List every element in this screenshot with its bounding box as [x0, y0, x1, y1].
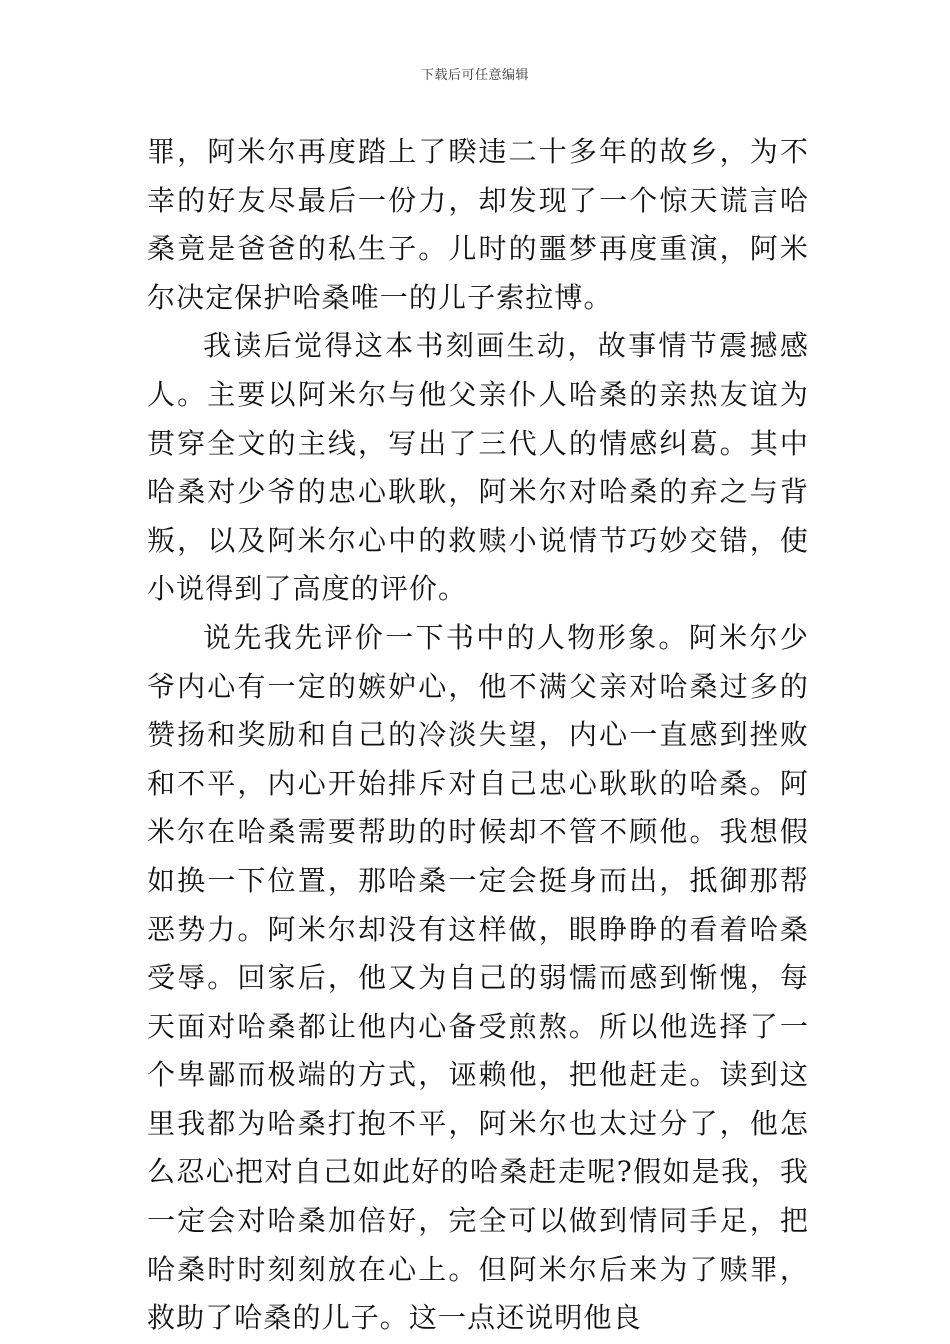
paragraph-3: 说先我先评价一下书中的人物形象。阿米尔少爷内心有一定的嫉妒心，他不满父亲对哈桑过多的赞扬和奖励和自己的冷淡失望，内心一直感到挫败和不平，内心开始排斥对自己忠心耿耿的哈桑。阿米尔在哈桑需要帮助的时候却不管不顾他。我想假如换一下位置，那哈桑一定会挺身而出，抵御那帮恶势力。阿米尔却没有这样做，眼睁睁的看着哈桑受辱。回家后，他又为自己的弱懦而感到惭愧，每天面对哈桑都让他内心备受煎熬。所以他选择了一个卑鄙而极端的方式，诬赖他，把他赶走。读到这里我都为哈桑打抱不平，阿米尔也太过分了，他怎么忍心把对自己如此好的哈桑赶走呢?假如是我，我一定会对哈桑加倍好，完全可以做到情同手足，把哈桑时时刻刻放在心上。但阿米尔后来为了赎罪，救助了哈桑的儿子。这一点还说明他良	[147, 620, 809, 1335]
paragraph-1: 罪，阿米尔再度踏上了睽违二十多年的故乡，为不幸的好友尽最后一份力，却发现了一个惊天谎言哈桑竟是爸爸的私生子。儿时的噩梦再度重演，阿米尔决定保护哈桑唯一的儿子索拉博。	[147, 135, 809, 314]
paragraph-2: 我读后觉得这本书刻画生动，故事情节震撼感人。主要以阿米尔与他父亲仆人哈桑的亲热友谊为贯穿全文的主线，写出了三代人的情感纠葛。其中哈桑对少爷的忠心耿耿，阿米尔对哈桑的弃之与背叛，以及阿米尔心中的救赎小说情节巧妙交错，使小说得到了高度的评价。	[147, 329, 809, 606]
page-header: 下载后可任意编辑	[420, 68, 529, 83]
document-body	[147, 128, 809, 1343]
